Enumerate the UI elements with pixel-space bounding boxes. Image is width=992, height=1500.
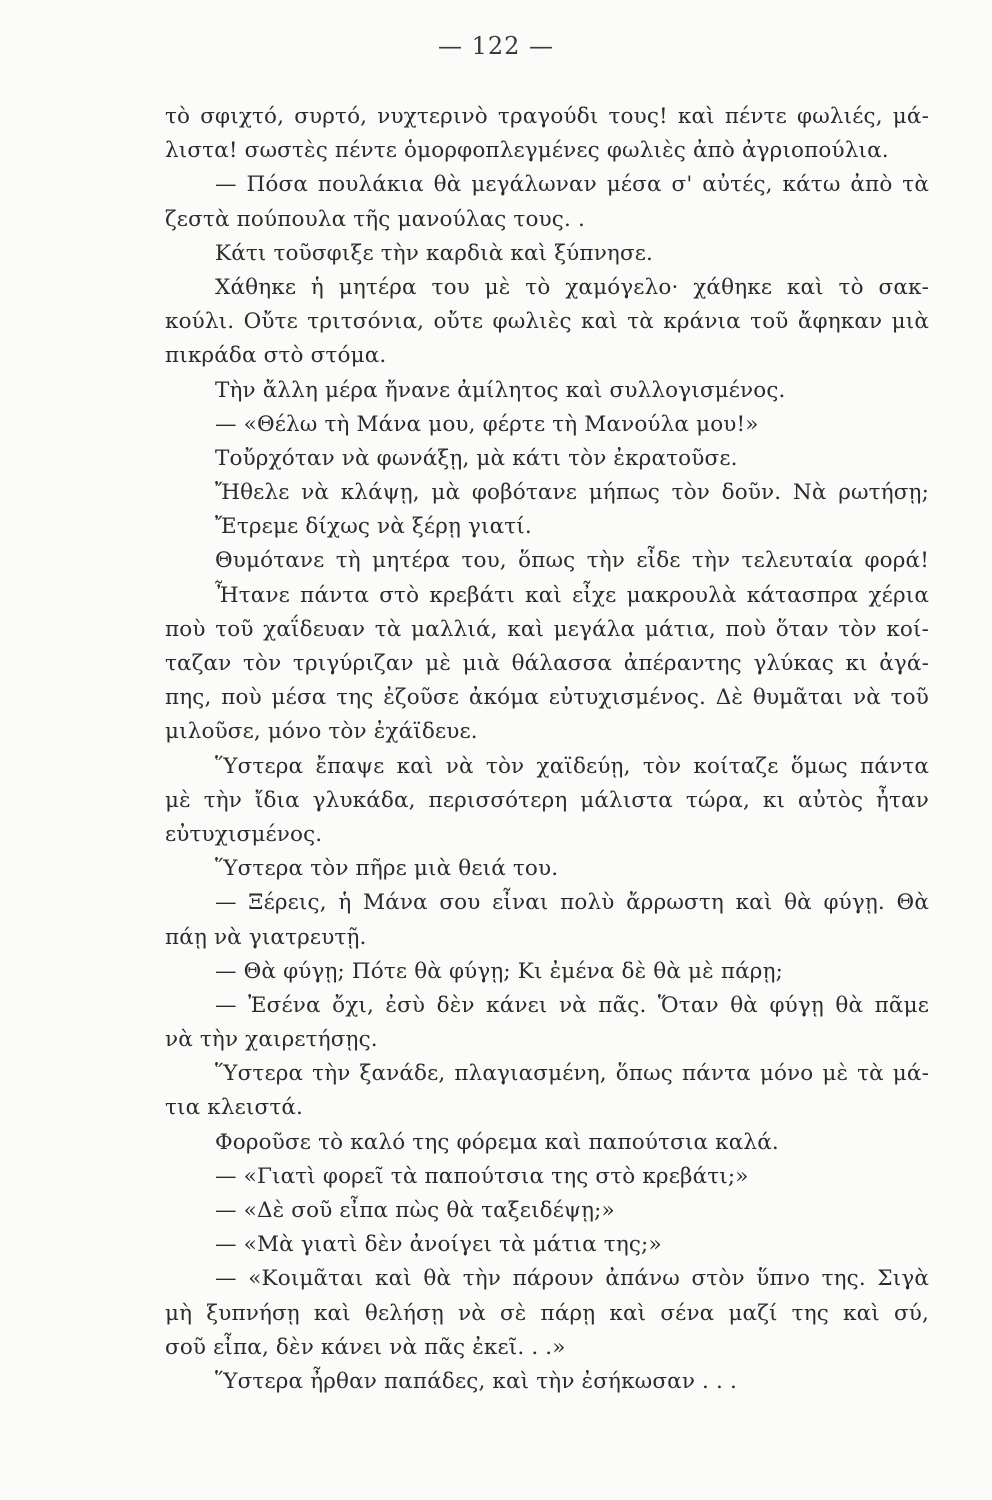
text-line: μὲ τὴν ἴδια γλυκάδα, περισσότερη μάλιστα τώρα, κι αὐτὸς ἦταν bbox=[165, 787, 929, 813]
text-line: Τοὔρχόταν νὰ φωνάξῃ, μὰ κάτι τὸν ἐκρατοῦσε. bbox=[215, 445, 738, 471]
text-line: πης, ποὺ μέσα της ἐζοῦσε ἀκόμα εὐτυχισμένος. Δὲ θυμᾶται νὰ τοῦ bbox=[165, 685, 929, 711]
text-line: ζεστὰ πούπουλα τῆς μανούλας τους. . bbox=[165, 206, 585, 232]
text-line: — «Δὲ σοῦ εἶπα πὼς θὰ ταξειδέψῃ;» bbox=[215, 1198, 615, 1223]
body-text bbox=[165, 100, 929, 1399]
text-line: Ἤθελε νὰ κλάψῃ, μὰ φοβότανε μήπως τὸν δοῦν. Νὰ ρωτήσῃ; bbox=[215, 480, 929, 506]
text-line: πάῃ νὰ γιατρευτῇ. bbox=[165, 924, 367, 950]
text-line: Φοροῦσε τὸ καλό της φόρεμα καὶ παπούτσια καλά. bbox=[215, 1129, 779, 1155]
text-line: Χάθηκε ἡ μητέρα του μὲ τὸ χαμόγελο· χάθηκε καὶ τὸ σακ- bbox=[215, 274, 929, 300]
text-line: Ἦτανε πάντα στὸ κρεβάτι καὶ εἶχε μακρουλὰ κάτασπρα χέρια bbox=[215, 582, 929, 608]
text-line: Θυμότανε τὴ μητέρα του, ὅπως τὴν εἶδε τὴν τελευταία φορά! bbox=[215, 548, 929, 574]
text-line: — Ἐσένα ὄχι, ἐσὺ δὲν κάνει νὰ πᾶς. Ὅταν θὰ φύγῃ θὰ πᾶμε bbox=[215, 992, 929, 1018]
text-line: — «Θέλω τὴ Μάνα μου, φέρτε τὴ Μανούλα μου!» bbox=[215, 411, 759, 437]
text-line: — Ξέρεις, ἡ Μάνα σου εἶναι πολὺ ἄρρωστη καὶ θὰ φύγῃ. Θὰ bbox=[215, 890, 929, 916]
text-line: κούλι. Οὔτε τριτσόνια, οὔτε φωλιὲς καὶ τὰ κράνια τοῦ ἄφηκαν μιὰ bbox=[165, 309, 929, 335]
text-line: — Θὰ φύγῃ; Πότε θὰ φύγῃ; Κι ἐμένα δὲ θὰ μὲ πάρῃ; bbox=[215, 958, 784, 984]
text-line: Τὴν ἄλλη μέρα ἤνανε ἀμίλητος καὶ συλλογισμένος. bbox=[215, 377, 786, 403]
text-line: Ὕστερα ἔπαψε καὶ νὰ τὸν χαϊδεύῃ, τὸν κοίταζε ὅμως πάντα bbox=[215, 753, 929, 779]
text-line: εὐτυχισμένος. bbox=[165, 821, 323, 847]
text-line: τὸ σφιχτό, συρτό, νυχτερινὸ τραγούδι τους! καὶ πέντε φωλιές, μά- bbox=[165, 104, 929, 129]
text-line: — «Γιατὶ φορεῖ τὰ παπούτσια της στὸ κρεβάτι;» bbox=[215, 1163, 749, 1189]
text-line: μὴ ξυπνήσῃ καὶ θελήσῃ νὰ σὲ πάρῃ καὶ σένα μαζί της καὶ σύ, bbox=[165, 1300, 929, 1326]
text-line: Ἔτρεμε δίχως νὰ ξέρῃ γιατί. bbox=[215, 514, 532, 540]
text-line: Ὕστερα ἦρθαν παπάδες, καὶ τὴν ἐσήκωσαν . . . bbox=[215, 1368, 737, 1394]
text-line: νὰ τὴν χαιρετήσῃς. bbox=[165, 1027, 378, 1053]
text-line: — Πόσα πουλάκια θὰ μεγάλωναν μέσα σ' αὐτές, κάτω ἀπὸ τὰ bbox=[215, 172, 929, 198]
text-line: πικράδα στὸ στόμα. bbox=[165, 343, 387, 369]
text-line: Ὕστερα τὴν ξανάδε, πλαγιασμένη, ὅπως πάντα μόνο μὲ τὰ μά- bbox=[215, 1061, 929, 1087]
text-line: — «Μὰ γιατὶ δὲν ἀνοίγει τὰ μάτια της;» bbox=[215, 1232, 662, 1258]
text-line: Ὕστερα τὸν πῆρε μιὰ θειά του. bbox=[215, 856, 559, 882]
text-line: μιλοῦσε, μόνο τὸν ἐχάϊδευε. bbox=[165, 719, 478, 745]
text-line: σοῦ εἶπα, δὲν κάνει νὰ πᾶς ἐκεῖ. . .» bbox=[165, 1334, 566, 1360]
text-line: λιστα! σωστὲς πέντε ὁμορφοπλεγμένες φωλιὲς ἀπὸ ἀγριοπούλια. bbox=[165, 138, 889, 164]
text-line: Κάτι τοῦσφιξε τὴν καρδιὰ καὶ ξύπνησε. bbox=[215, 240, 654, 266]
page-number: — 122 — bbox=[437, 32, 555, 60]
text-line: ταζαν τὸν τριγύριζαν μὲ μιὰ θάλασσα ἀπέραντης γλύκας κι ἀγά- bbox=[165, 651, 929, 676]
text-line: — «Κοιμᾶται καὶ θὰ τὴν πάρουν ἀπάνω στὸν ὕπνο της. Σιγὰ bbox=[215, 1266, 929, 1292]
text-line: τια κλειστά. bbox=[165, 1095, 304, 1121]
text-line: ποὺ τοῦ χαΐδευαν τὰ μαλλιά, καὶ μεγάλα μάτια, ποὺ ὅταν τὸν κοί- bbox=[165, 616, 929, 642]
